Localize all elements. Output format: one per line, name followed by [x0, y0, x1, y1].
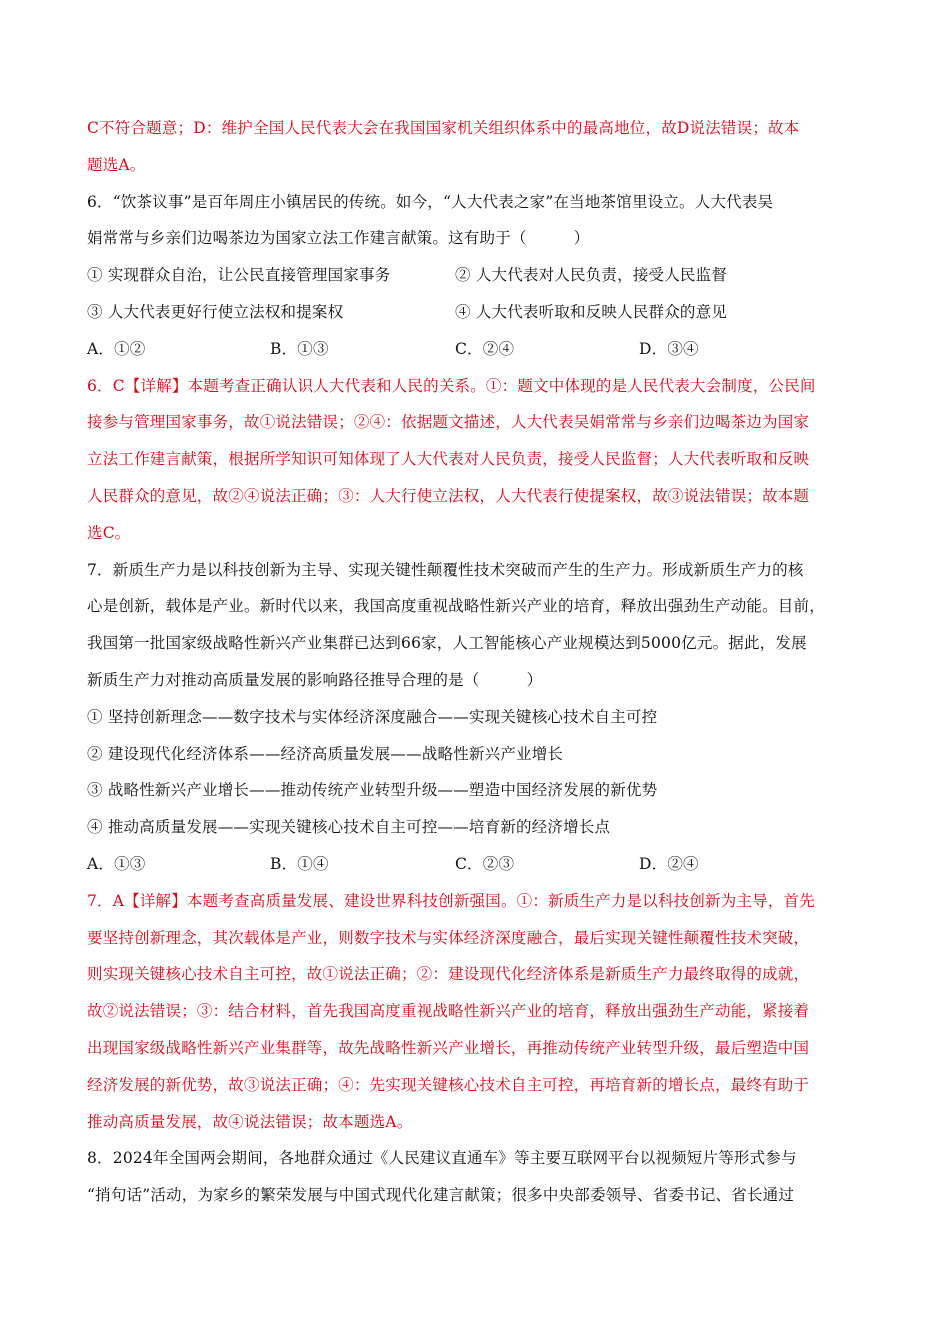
answer-explanation-line: 经济发展的新优势，故③说法正确；④：先实现关键核心技术自主可控，再培育新的增长点，最终有助于: [87, 1075, 810, 1094]
answer-explanation-line: 立法工作建言献策，根据所学知识可知体现了人大代表对人民负责，接受人民监督；人大代表听取和反映: [87, 450, 810, 469]
answer-explanation-line: 出现国家级战略性新兴产业集群等，故先战略性新兴产业增长，再推动传统产业转型升级，最后塑造中国: [87, 1038, 810, 1057]
answer-choice: B．①④: [270, 854, 329, 873]
question-text-line: ② 建设现代化经济体系——经济高质量发展——战略性新兴产业增长: [87, 744, 564, 763]
question-text-line: 8．2024年全国两会期间，各地群众通过《人民建议直通车》等主要互联网平台以视频短片等形式参与: [87, 1149, 797, 1168]
answer-explanation-line: C不符合题意；D：维护全国人民代表大会在我国国家机关组织体系中的最高地位，故D说法错误；故本: [87, 119, 800, 137]
question-text-line: ④ 推动高质量发展——实现关键核心技术自主可控——培育新的经济增长点: [87, 818, 611, 837]
answer-choice: A．①②: [87, 339, 146, 358]
question-text-line: 我国第一批国家级战略性新兴产业集群已达到66家，人工智能核心产业规模达到5000亿元。据此，发展: [87, 634, 807, 653]
answer-choice: A．①③: [87, 854, 146, 873]
question-text-line: 娟常常与乡亲们边喝茶边为国家立法工作建言献策。这有助于（ ）: [87, 229, 590, 248]
answer-explanation-line: 接参与管理国家事务，故①说法错误；②④：依据题文描述，人大代表吴娟常常与乡亲们边喝茶边为国家: [87, 413, 810, 432]
answer-explanation-line: 要坚持创新理念，其次载体是产业，则数字技术与实体经济深度融合，最后实现关键性颠覆性技术突破，: [87, 928, 810, 947]
answer-choice: D．②④: [639, 854, 699, 873]
answer-explanation-line: 推动高质量发展，故④说法错误；故本题选A。: [87, 1112, 413, 1131]
answer-explanation-line: 题选A。: [87, 155, 146, 174]
answer-explanation-line: 人民群众的意见，故②④说法正确；③：人大行使立法权，人大代表行使提案权，故③说法错误；故本题: [87, 486, 810, 505]
answer-choices-row: [87, 331, 877, 368]
document-page: [87, 110, 877, 1214]
answer-explanation-line: 选C。: [87, 523, 131, 542]
statement-option: ④ 人大代表听取和反映人民群众的意见: [455, 302, 728, 321]
answer-explanation-line: 则实现关键核心技术自主可控，故①说法正确；②：建设现代化经济体系是新质生产力最终取得的成就，: [87, 965, 810, 984]
statement-option: ① 实现群众自治，让公民直接管理国家事务: [87, 266, 391, 285]
answer-explanation-line: 6．C【详解】本题考查正确认识人大代表和人民的关系。①：题文中体现的是人民代表大会制度，公民间: [87, 376, 816, 395]
statement-option: ② 人大代表对人民负责，接受人民监督: [455, 266, 728, 285]
answer-choices-row: [87, 846, 877, 883]
statement-options-row: [87, 257, 877, 294]
question-text-line: 心是创新，载体是产业。新时代以来，我国高度重视战略性新兴产业的培育，释放出强劲生产动能。目前，: [87, 597, 825, 616]
question-text-line: 6．“饮茶议事”是百年周庄小镇居民的传统。如今，“人大代表之家”在当地茶馆里设立。人大代表吴: [87, 192, 774, 211]
question-text-line: ③ 战略性新兴产业增长——推动传统产业转型升级——塑造中国经济发展的新优势: [87, 781, 658, 800]
question-text-line: “捎句话”活动，为家乡的繁荣发展与中国式现代化建言献策；很多中央部委领导、省委书记、省长通过: [87, 1186, 795, 1205]
answer-choice: C．②④: [455, 339, 515, 358]
question-text-line: 新质生产力对推动高质量发展的影响路径推导合理的是（ ）: [87, 670, 543, 689]
question-text-line: ① 坚持创新理念——数字技术与实体经济深度融合——实现关键核心技术自主可控: [87, 707, 658, 726]
statement-options-row: [87, 294, 877, 331]
question-text-line: 7．新质生产力是以科技创新为主导、实现关键性颠覆性技术突破而产生的生产力。形成新质生产力的核: [87, 560, 804, 579]
statement-option: ③ 人大代表更好行使立法权和提案权: [87, 302, 344, 321]
answer-choice: B．①③: [270, 339, 329, 358]
answer-explanation-line: 故②说法错误；③：结合材料，首先我国高度重视战略性新兴产业的培育，释放出强劲生产动能，紧接着: [87, 1002, 810, 1021]
answer-explanation-line: 7．A【详解】本题考查高质量发展、建设世界科技创新强国。①：新质生产力是以科技创新为主导，首先: [87, 891, 815, 910]
answer-choice: D．③④: [639, 339, 699, 358]
answer-choice: C．②③: [455, 854, 515, 873]
